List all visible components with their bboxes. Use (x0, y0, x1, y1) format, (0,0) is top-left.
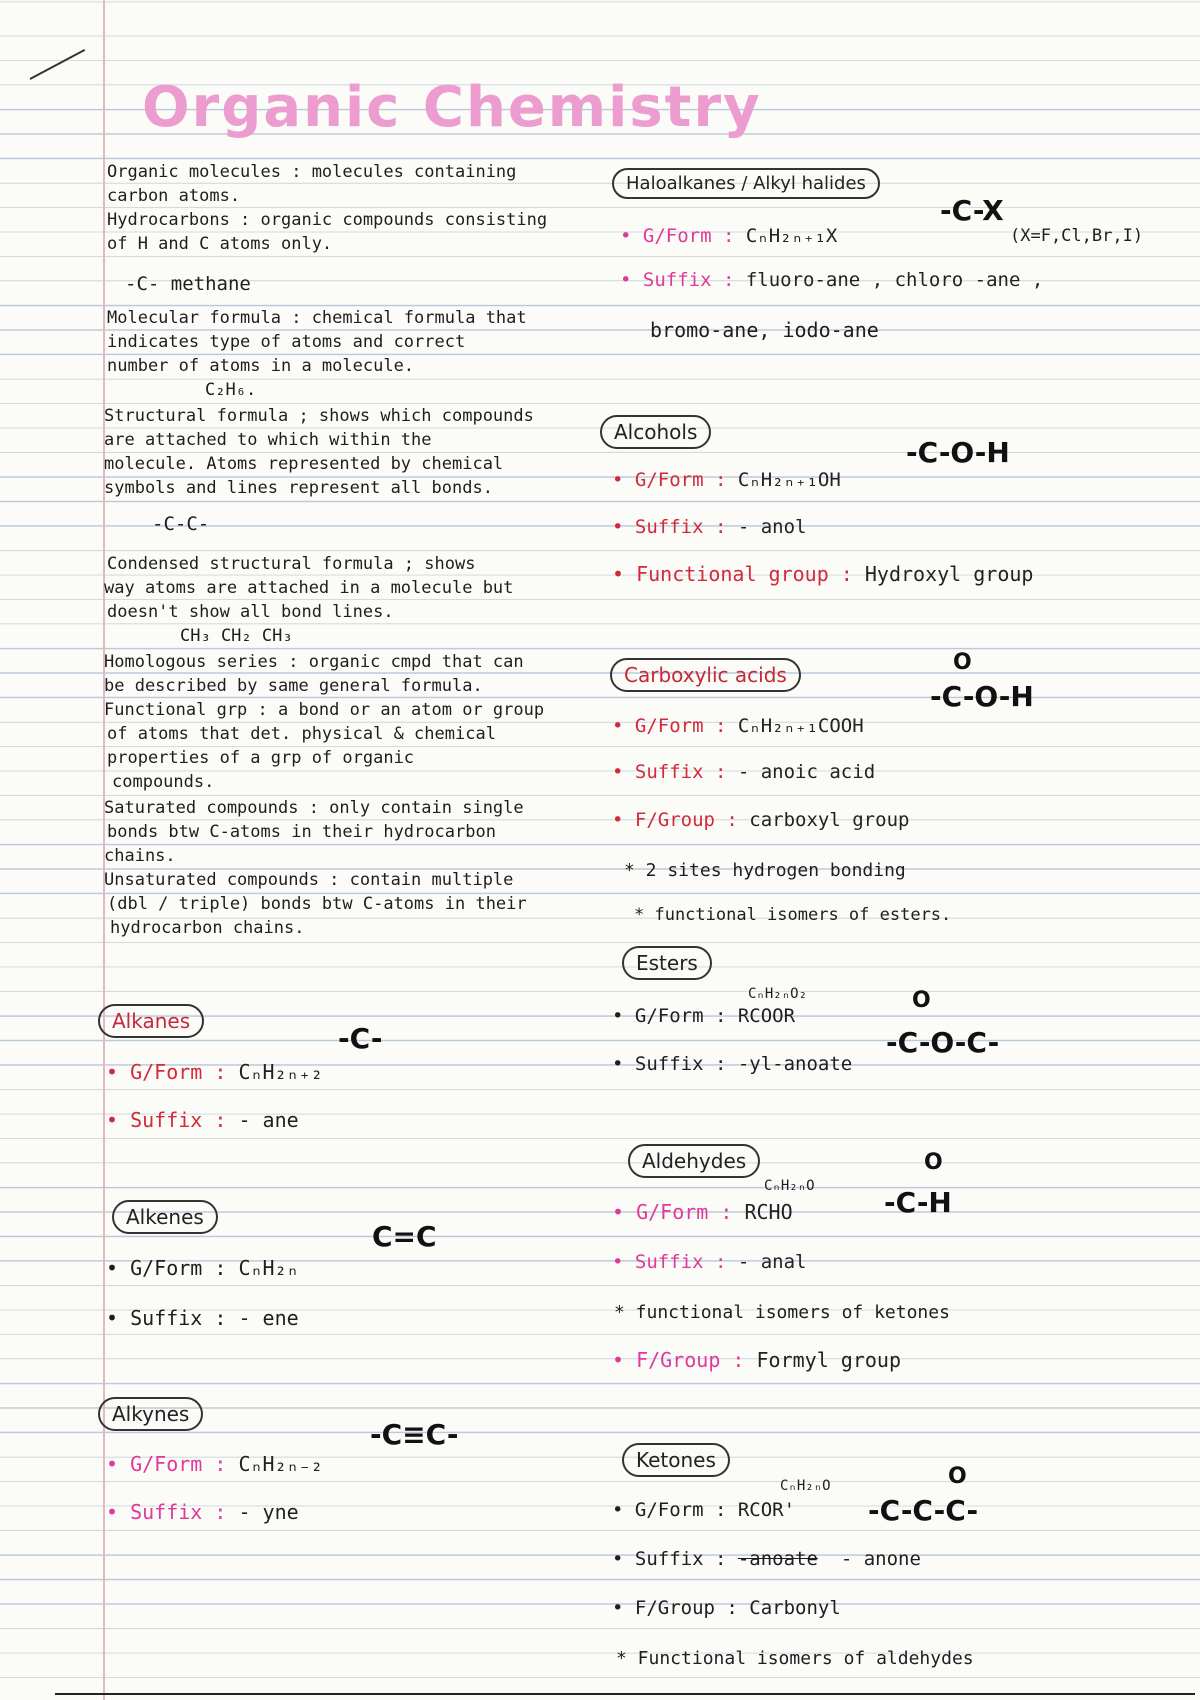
alkenes-gform: • G/Form : CₙH₂ₙ (106, 1256, 299, 1280)
ketones-molecular-formula: CₙH₂ₙO (780, 1478, 831, 1494)
esters-gform: • G/Form : RCOOR (612, 1005, 796, 1027)
carboxylic-gform: • G/Form : CₙH₂ₙ₊₁COOH (612, 715, 864, 737)
definition-molecular-formula: Molecular formula : chemical formula that (107, 308, 527, 328)
haloalkanes-suffix-cont: bromo-ane, iodo-ane (650, 318, 879, 342)
alkanes-gform: • G/Form : CₙH₂ₙ₊₂ (106, 1060, 323, 1084)
definition-hydrocarbons-cont: of H and C atoms only. (107, 234, 333, 254)
alcohols-functional-group: • Functional group : Hydroxyl group (612, 562, 1034, 586)
aldehydes-oxygen: O (924, 1150, 943, 1175)
haloalkanes-structure: -C-X (940, 194, 1004, 227)
definition-functional-group-cont: of atoms that det. physical & chemical (107, 724, 496, 744)
condensed-formula-example: CH₃ CH₂ CH₃ (180, 626, 293, 646)
esters-heading: Esters (622, 946, 712, 980)
alcohols-suffix: • Suffix : - anol (612, 516, 807, 538)
definition-organic-molecules-cont: carbon atoms. (107, 186, 241, 206)
ketones-functional-group: • F/Group : Carbonyl (612, 1597, 841, 1619)
carboxylic-functional-group: • F/Group : carboxyl group (612, 809, 910, 831)
esters-suffix: • Suffix : -yl-anoate (612, 1053, 853, 1075)
alkynes-structure: -C≡C- (370, 1418, 459, 1451)
definition-functional-group-cont2: properties of a grp of organic (107, 748, 415, 768)
definition-structural-formula-cont2: molecule. Atoms represented by chemical (104, 454, 504, 474)
esters-molecular-formula: CₙH₂ₙO₂ (748, 986, 808, 1002)
definition-saturated: Saturated compounds : only contain single (104, 798, 524, 818)
definition-functional-group-cont3: compounds. (112, 772, 215, 792)
definition-condensed-formula: Condensed structural formula ; shows (107, 554, 476, 574)
alkynes-heading: Alkynes (98, 1397, 203, 1431)
carboxylic-suffix: • Suffix : - anoic acid (612, 761, 876, 783)
definition-homologous-series-cont: be described by same general formula. (104, 676, 483, 696)
definition-molecular-formula-cont: indicates type of atoms and correct (107, 332, 466, 352)
definition-homologous-series: Homologous series : organic cmpd that can (104, 652, 524, 672)
pen-stroke (30, 49, 86, 80)
haloalkanes-halogen-note: (X=F,Cl,Br,I) (1010, 226, 1144, 246)
aldehydes-gform: • G/Form : RCHO (612, 1200, 793, 1224)
definition-organic-molecules: Organic molecules : molecules containing (107, 162, 517, 182)
definition-structural-formula-cont3: symbols and lines represent all bonds. (104, 478, 493, 498)
ketones-structure: -C-C-C- (868, 1494, 979, 1527)
haloalkanes-gform: • G/Form : CₙH₂ₙ₊₁X (620, 225, 838, 247)
definition-saturated-cont: bonds btw C-atoms in their hydrocarbon (107, 822, 496, 842)
definition-saturated-cont2: chains. (104, 846, 176, 866)
definition-hydrocarbons: Hydrocarbons : organic compounds consisting (107, 210, 548, 230)
carboxylic-oxygen: O (953, 650, 972, 675)
structural-formula-example: -C-C- (152, 513, 210, 535)
ketones-suffix: • Suffix : -anoate - anone (612, 1548, 921, 1570)
alkanes-suffix: • Suffix : - ane (106, 1108, 299, 1132)
molecular-formula-example: C₂H₆. (205, 380, 257, 400)
aldehydes-structure: -C-H (884, 1186, 952, 1219)
alkenes-structure: C=C (372, 1220, 437, 1253)
definition-unsaturated: Unsaturated compounds : contain multiple (104, 870, 514, 890)
definition-structural-formula: Structural formula ; shows which compounds (104, 406, 534, 426)
haloalkanes-suffix: • Suffix : fluoro-ane , chloro -ane , (620, 269, 1044, 291)
definition-molecular-formula-cont2: number of atoms in a molecule. (107, 356, 415, 376)
ketones-note-isomers: * Functional isomers of aldehydes (616, 1648, 974, 1669)
ketones-heading: Ketones (622, 1443, 730, 1477)
alkenes-heading: Alkenes (112, 1200, 218, 1234)
alcohols-heading: Alcohols (600, 415, 711, 449)
alkanes-structure: -C- (338, 1022, 383, 1055)
ketones-oxygen: O (948, 1464, 967, 1489)
definition-unsaturated-cont: (dbl / triple) bonds btw C-atoms in their (107, 894, 527, 914)
alkynes-gform: • G/Form : CₙH₂ₙ₋₂ (106, 1452, 323, 1476)
aldehydes-heading: Aldehydes (628, 1144, 760, 1178)
aldehydes-molecular-formula: CₙH₂ₙO (764, 1178, 815, 1194)
carboxylic-note-hydrogen-bonding: * 2 sites hydrogen bonding (624, 860, 906, 881)
haloalkanes-heading: Haloalkanes / Alkyl halides (612, 168, 880, 199)
ketones-gform: • G/Form : RCOR' (612, 1499, 796, 1521)
alcohols-gform: • G/Form : CₙH₂ₙ₊₁OH (612, 469, 841, 491)
alkanes-heading: Alkanes (98, 1004, 204, 1038)
carboxylic-acids-heading: Carboxylic acids (610, 658, 801, 692)
alkynes-suffix: • Suffix : - yne (106, 1500, 299, 1524)
methane-example: -C- methane (125, 273, 251, 295)
page-bottom-line (55, 1693, 1195, 1695)
carboxylic-note-isomers: * functional isomers of esters. (634, 905, 952, 925)
definition-condensed-formula-cont: way atoms are attached in a molecule but (104, 578, 514, 598)
aldehydes-note-isomers: * functional isomers of ketones (614, 1302, 950, 1323)
aldehydes-functional-group: • F/Group : Formyl group (612, 1348, 902, 1372)
definition-unsaturated-cont2: hydrocarbon chains. (110, 918, 305, 938)
alcohols-structure: -C-O-H (906, 436, 1010, 469)
definition-functional-group: Functional grp : a bond or an atom or group (104, 700, 545, 720)
alkenes-suffix: • Suffix : - ene (106, 1306, 299, 1330)
definition-structural-formula-cont: are attached to which within the (104, 430, 432, 450)
esters-oxygen: O (912, 988, 931, 1013)
carboxylic-structure: -C-O-H (930, 680, 1034, 713)
esters-structure: -C-O-C- (886, 1026, 1000, 1059)
definition-condensed-formula-cont2: doesn't show all bond lines. (107, 602, 394, 622)
page-title: Organic Chemistry (142, 75, 762, 140)
aldehydes-suffix: • Suffix : - anal (612, 1251, 807, 1273)
